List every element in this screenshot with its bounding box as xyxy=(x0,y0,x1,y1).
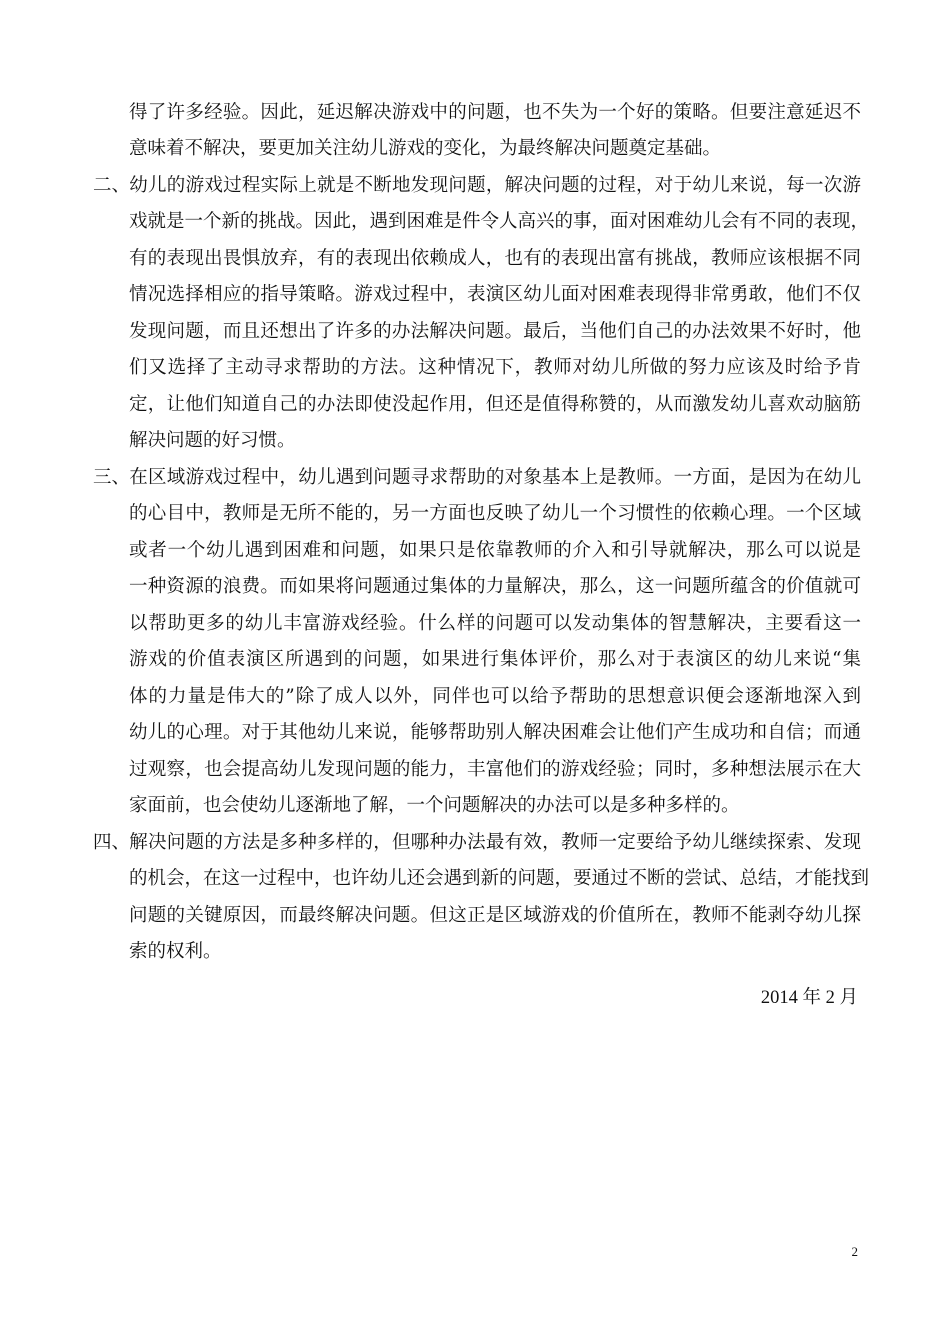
paragraph-line: 或者一个幼儿遇到困难和问题，如果只是依靠教师的介入和引导就解决，那么可以说是 xyxy=(129,540,861,561)
paragraph-line: 的心目中，教师是无所不能的，另一方面也反映了幼儿一个习惯性的依赖心理。一个区域 xyxy=(129,503,861,524)
paragraph-line: 幼儿的游戏过程实际上就是不断地发现问题，解决问题的过程，对于幼儿来说，每一次游 xyxy=(129,175,861,196)
paragraph-line: 以帮助更多的幼儿丰富游戏经验。什么样的问题可以发动集体的智慧解决，主要看这一 xyxy=(129,613,861,634)
section-two-marker: 二、 xyxy=(93,175,131,196)
section-four-first-line xyxy=(93,825,861,861)
paragraph-line: 解决问题的方法是多种多样的，但哪种办法最有效，教师一定要给予幼儿继续探索、发现 xyxy=(129,832,861,853)
section-three-marker: 三、 xyxy=(93,467,131,488)
section-three-first-line xyxy=(93,460,861,496)
section-four-marker: 四、 xyxy=(93,832,131,853)
paragraph-line: 游戏的价值表演区所遇到的问题，如果进行集体评价，那么对于表演区的幼儿来说“集 xyxy=(129,649,861,670)
paragraph-line: 的机会，在这一过程中，也许幼儿还会遇到新的问题，要通过不断的尝试、总结，才能找到 xyxy=(129,868,870,889)
paragraph-line: 索的权利。 xyxy=(129,941,222,962)
intro-line: 意味着不解决，要更加关注幼儿游戏的变化，为最终解决问题奠定基础。 xyxy=(129,138,722,159)
paragraph-line: 体的力量是伟大的”除了成人以外，同伴也可以给予帮助的思想意识便会逐渐地深入到 xyxy=(129,686,861,707)
paragraph-line: 一种资源的浪费。而如果将问题通过集体的力量解决，那么，这一问题所蕴含的价值就可 xyxy=(129,576,861,597)
paragraph-line: 解决问题的好习惯。 xyxy=(129,430,296,451)
paragraph-line: 家面前，也会使幼儿逐渐地了解，一个问题解决的办法可以是多种多样的。 xyxy=(129,795,740,816)
paragraph-line: 在区域游戏过程中，幼儿遇到问题寻求帮助的对象基本上是教师。一方面，是因为在幼儿 xyxy=(129,467,861,488)
document-date: 2014 年 2 月 xyxy=(760,988,858,1008)
paragraph-line: 问题的关键原因，而最终解决问题。但这正是区域游戏的价值所在，教师不能剥夺幼儿探 xyxy=(129,905,861,926)
paragraph-line: 幼儿的心理。对于其他幼儿来说，能够帮助别人解决困难会让他们产生成功和自信；而通 xyxy=(129,722,861,743)
page-number: 2 xyxy=(851,1244,858,1259)
paragraph-line: 们又选择了主动寻求帮助的方法。这种情况下，教师对幼儿所做的努力应该及时给予肯 xyxy=(129,357,861,378)
paragraph-line: 有的表现出畏惧放弃，有的表现出依赖成人，也有的表现出富有挑战，教师应该根据不同 xyxy=(129,248,861,269)
paragraph-line: 发现问题，而且还想出了许多的办法解决问题。最后，当他们自己的办法效果不好时，他 xyxy=(129,321,861,342)
paragraph-line: 戏就是一个新的挑战。因此，遇到困难是件令人高兴的事，面对困难幼儿会有不同的表现， xyxy=(129,211,870,232)
paragraph-line: 定，让他们知道自己的办法即使没起作用，但还是值得称赞的，从而激发幼儿喜欢动脑筋 xyxy=(129,394,861,415)
paragraph-line: 情况选择相应的指导策略。游戏过程中，表演区幼儿面对困难表现得非常勇敢，他们不仅 xyxy=(129,284,861,305)
section-two-first-line xyxy=(93,168,861,204)
paragraph-line: 过观察，也会提高幼儿发现问题的能力，丰富他们的游戏经验；同时，多种想法展示在大 xyxy=(129,759,861,780)
intro-line: 得了许多经验。因此，延迟解决游戏中的问题，也不失为一个好的策略。但要注意延迟不 xyxy=(129,102,861,123)
